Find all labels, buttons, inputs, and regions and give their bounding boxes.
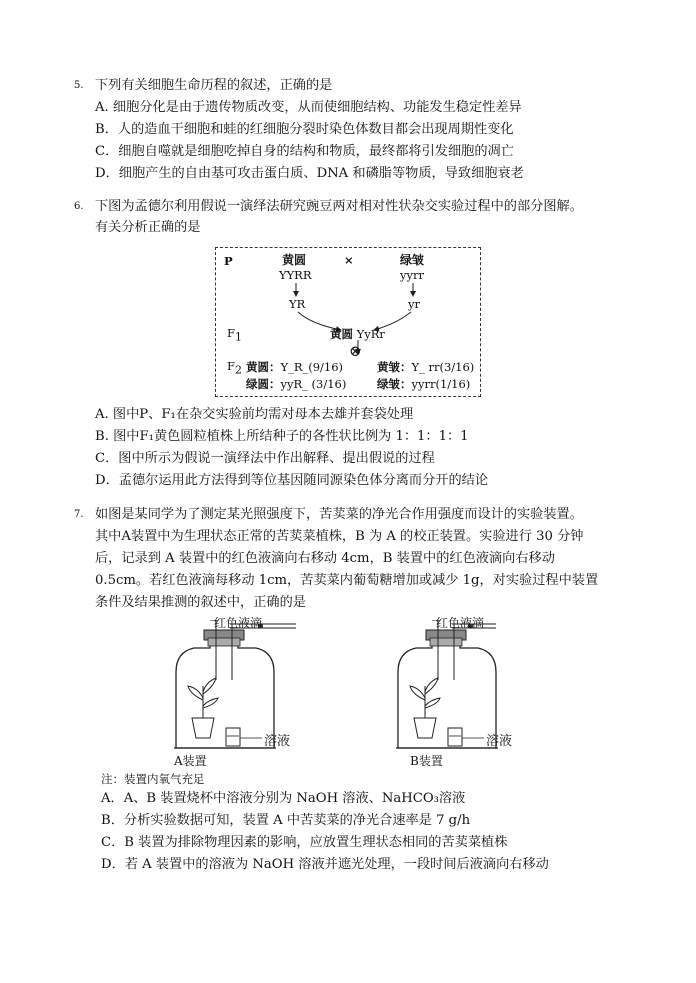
question-stem: 下图为孟德尔利用假说一演绎法研究豌豆两对相对性状杂交实验过程中的部分图解。 [95,199,583,214]
question-number: 6. [74,201,84,212]
parent1-genotype: YYRR [279,268,312,282]
f2-green-round: 绿圆：yyR_ (3/16) [246,377,347,391]
option-c: C．B 装置为排除物理因素的影响，应放置生理状态相同的苦荬菜植株 [101,835,508,850]
selfing-symbol: ⊗ [349,342,362,360]
option-a: A．A、B 装置烧杯中溶液分别为 NaOH 溶液、NaHCO₃溶液 [101,791,466,806]
red-drop-label: 红色液滴 [214,616,263,630]
solution-label: 溶液 [264,734,291,749]
f2-green-wrinkled: 绿皱：yyrr(1/16) [377,377,471,391]
question-stem-line: 条件及结果推测的叙述中，正确的是 [95,595,306,610]
question-stem-line: 如图是某同学为了测定某光照强度下，苦荬菜的净光合作用强度而设计的实验装置。 [95,507,583,522]
option-b: B. 图中F₁黄色圆粒植株上所结种子的各性状比例为 1：1：1：1 [95,429,469,444]
option-b: B．分析实验数据可知，装置 A 中苦荬菜的净光合速率是 7 g/h [101,813,471,828]
f1-offspring: 黄圆 YyRr [330,327,385,341]
question-number: 7. [74,509,84,520]
parent2-phenotype: 绿皱 [400,253,425,267]
parent2-genotype: yyrr [400,268,424,282]
p-generation-label: P [224,254,233,268]
option-d: D．孟德尔运用此方法得到等位基因随同源染色体分离而分开的结论 [95,473,489,488]
f2-yellow-wrinkled: 黄皱：Y_ rr(3/16) [377,360,475,374]
option-b: B．人的造血干细胞和蛙的红细胞分裂时染色体数目都会出现周期性变化 [95,122,514,137]
question-number: 5. [74,80,84,91]
red-drop-label: 红色液滴 [436,616,485,630]
cross-symbol: × [344,253,354,267]
option-d: D．若 A 装置中的溶液为 NaOH 溶液并遮光处理，一段时间后液滴向右移动 [101,857,549,872]
apparatus-a-name: A装置 [174,754,207,768]
apparatus-b-name: B装置 [410,754,443,768]
f2-yellow-round: 黄圆：Y_R_(9/16) [246,360,344,374]
option-a: A. 图中P、F₁在杂交实验前均需对母本去雄并套袋处理 [95,407,414,422]
f1-label: $F_1$ [227,326,242,344]
option-c: C．图中所示为假说一演绎法中作出解释、提出假说的过程 [95,451,435,466]
parent1-phenotype: 黄圆 [282,253,307,267]
question-stem-line: 其中A装置中为生理状态正常的苦荬菜植株，B 为 A 的校正装置。实验进行 30 分钟 [95,529,584,544]
gamete1: YR [289,297,306,311]
question-stem-line: 后，记录到 A 装置中的红色液滴向右移动 4cm，B 装置中的红色液滴向右移动 [95,551,555,566]
option-d: D．细胞产生的自由基可攻击蛋白质、DNA 和磷脂等物质，导致细胞衰老 [95,166,524,181]
gamete2: yr [408,297,420,311]
genetic-cross-diagram [215,247,481,397]
question-stem-cont: 有关分析正确的是 [95,220,201,235]
apparatus-note: 注：装置内氧气充足 [101,772,205,786]
question-stem: 下列有关细胞生命历程的叙述，正确的是 [95,78,333,93]
f2-label: $F_2$ [227,359,242,377]
question-stem-line: 0.5cm。若红色液滴每移动 1cm，苦荬菜内葡萄糖增加或减少 1g，对实验过程中装置 [95,573,599,588]
option-a: A. 细胞分化是由于遗传物质改变，从而使细胞结构、功能发生稳定性差异 [95,100,522,115]
solution-label: 溶液 [486,734,513,749]
option-c: C．细胞自噬就是细胞吃掉自身的结构和物质，最终都将引发细胞的凋亡 [95,144,514,159]
